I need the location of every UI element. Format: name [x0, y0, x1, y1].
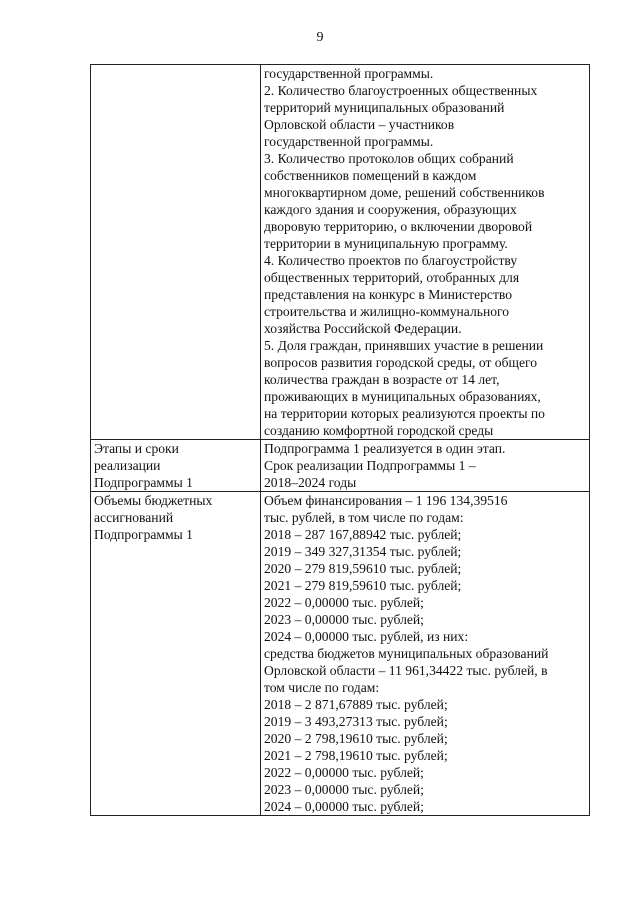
row-value-line: вопросов развития городской среды, от общего [264, 355, 538, 370]
row-value-line: 2024 – 0,00000 тыс. рублей; [264, 799, 424, 814]
row-value-line: 2023 – 0,00000 тыс. рублей; [264, 612, 424, 627]
row-value-line: 2024 – 0,00000 тыс. рублей, из них: [264, 629, 469, 644]
row-label-line: реализации [94, 458, 161, 473]
row-value-line: 2018 – 2 871,67889 тыс. рублей; [264, 697, 448, 712]
row-value-line: хозяйства Российской Федерации. [264, 321, 462, 336]
table-row [91, 440, 590, 492]
passport-table [90, 64, 590, 816]
row-value-line: на территории которых реализуются проекты по [264, 406, 545, 421]
row-value-line: 3. Количество протоколов общих собраний [264, 151, 514, 166]
row-value-line: собственников помещений в каждом [264, 168, 477, 183]
row-value-line: Объем финансирования – 1 196 134,39516 [264, 493, 508, 508]
row-value-cell [261, 440, 590, 492]
row-value-line: 2022 – 0,00000 тыс. рублей; [264, 765, 424, 780]
row-value-line: 5. Доля граждан, принявших участие в решении [264, 338, 544, 353]
row-value-line: общественных территорий, отобранных для [264, 270, 520, 285]
row-value-line: государственной программы. [264, 66, 434, 81]
row-label-cell [91, 65, 261, 440]
row-value-line: средства бюджетов муниципальных образований [264, 646, 549, 661]
row-value-line: 2020 – 279 819,59610 тыс. рублей; [264, 561, 462, 576]
page-number: 9 [316, 30, 324, 45]
row-value-line: Орловской области – участников [264, 117, 455, 132]
row-value-line: 2019 – 349 327,31354 тыс. рублей; [264, 544, 462, 559]
row-value-line: 2023 – 0,00000 тыс. рублей; [264, 782, 424, 797]
row-value-line: территории в муниципальную программу. [264, 236, 508, 251]
row-label-cell [91, 492, 261, 816]
row-value-line: 2019 – 3 493,27313 тыс. рублей; [264, 714, 448, 729]
row-value-cell [261, 65, 590, 440]
row-label-line: Подпрограммы 1 [94, 475, 193, 490]
row-value-line: представления на конкурс в Министерство [264, 287, 513, 302]
row-value-line: том числе по годам: [264, 680, 380, 695]
row-label-line: ассигнований [94, 510, 174, 525]
row-value-line: 2. Количество благоустроенных общественных [264, 83, 538, 98]
row-value-line: 2018–2024 годы [264, 475, 357, 490]
row-value-line: Срок реализации Подпрограммы 1 – [264, 458, 476, 473]
table-body [91, 65, 590, 816]
row-value-line: 2021 – 2 798,19610 тыс. рублей; [264, 748, 448, 763]
row-value-line: 2020 – 2 798,19610 тыс. рублей; [264, 731, 448, 746]
row-label-line: Подпрограммы 1 [94, 527, 193, 542]
row-value-line: тыс. рублей, в том числе по годам: [264, 510, 464, 525]
row-label-cell [91, 440, 261, 492]
row-label-line: Этапы и сроки [94, 441, 179, 456]
table-row [91, 492, 590, 816]
row-value-line: государственной программы. [264, 134, 434, 149]
row-value-line: дворовую территорию, о включении дворовой [264, 219, 533, 234]
row-value-line: Орловской области – 11 961,34422 тыс. рублей, в [264, 663, 548, 678]
row-value-line: Подпрограмма 1 реализуется в один этап. [264, 441, 506, 456]
row-value-line: созданию комфортной городской среды [264, 423, 494, 438]
row-value-cell [261, 492, 590, 816]
row-label-line: Объемы бюджетных [94, 493, 213, 508]
row-value-line: проживающих в муниципальных образованиях, [264, 389, 541, 404]
row-value-line: многоквартирном доме, решений собственников [264, 185, 545, 200]
row-value-line: строительства и жилищно-коммунального [264, 304, 510, 319]
row-value-line: каждого здания и сооружения, образующих [264, 202, 517, 217]
row-value-line: территорий муниципальных образований [264, 100, 505, 115]
row-value-line: 2018 – 287 167,88942 тыс. рублей; [264, 527, 462, 542]
row-value-line: 4. Количество проектов по благоустройству [264, 253, 518, 268]
row-value-line: 2022 – 0,00000 тыс. рублей; [264, 595, 424, 610]
row-value-line: 2021 – 279 819,59610 тыс. рублей; [264, 578, 462, 593]
row-value-line: количества граждан в возрасте от 14 лет, [264, 372, 500, 387]
table-row [91, 65, 590, 440]
